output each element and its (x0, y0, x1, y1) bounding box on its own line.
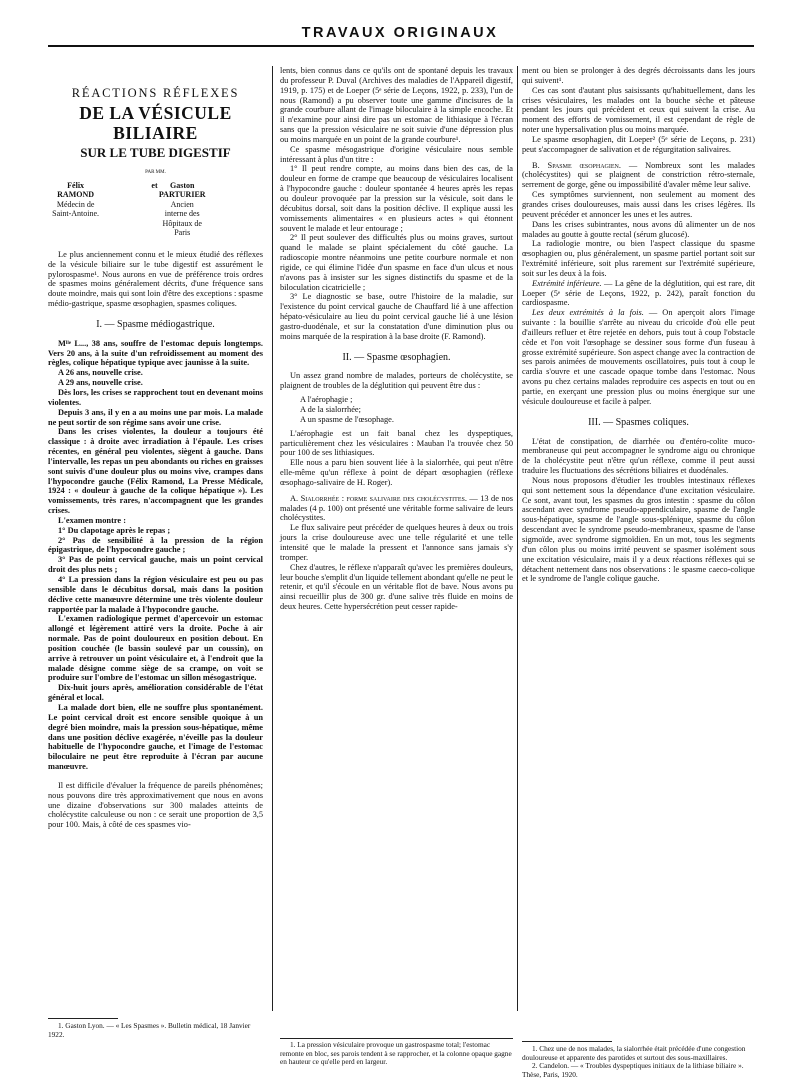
author-2-name: Gaston PARTURIER (158, 180, 206, 200)
subsection-text: — Nombreux sont les malades (cholécystites) qui se plaignent de constriction rétro-sternale, serrement de gorge, gêne ou impossibilité d'avaler même leur salive. (522, 160, 756, 190)
case-paragraph: 1° Du clapotage après le repas ; (58, 525, 171, 535)
author-1-role: Médecin de Saint-Antoine. (52, 199, 100, 219)
body-paragraph: 2° Il peut soulever des difficultés plus ou moins graves, surtout quand le malade se plaint spécialement du côté gauche. La radioscopie montre néanmoins une petite courbure normale et non rigide, ce qui élimine l'idée d'un spasme en face d'un ulcus et nous n'avons pas à insister sur les signes distinctifs du spasme et de la biloculation cicatricielle ; (280, 233, 513, 292)
subsection-paragraph (280, 494, 513, 524)
author-1-name: Félix RAMOND (57, 180, 95, 200)
body-paragraph: lents, bien connus dans ce qu'ils ont de spontané depuis les travaux du professeur P. Duval (Archives des maladies de l'Appareil digestif, 1919, p. 175) et de Loeper (5ᵉ série de Leçons, 1922, p. 233), l'un de nous (Ramond) a pu observer toute une gamme d'incisures de la grande courbure allant de l'image biloculaire à la simple encoche. Et il n'examine pour ainsi dire pas un estomac de lithiasique à l'écran sans que la pression vésiculaire ne soit suivie d'une dépression plus ou moins marquée en un point de la grande courbure¹. (280, 66, 513, 144)
body-paragraph: Ce spasme mésogastrique d'origine vésiculaire nous semble intéressant à plus d'un titre : (280, 144, 513, 164)
case-paragraph: Dix-huit jours après, amélioration considérable de l'état général et local. (48, 683, 263, 703)
footnotes-col-3 (522, 1041, 755, 1079)
case-paragraph: A 29 ans, nouvelle crise. (58, 378, 143, 388)
intro-paragraph: Le plus anciennement connu et le mieux étudié des réflexes de la vésicule biliaire sur le tube digestif est assurément le pylorospasme¹. Nous aurons en vue de préférence trois ordres de spasmes moins généralement décrits, d'une fréquence sans doute moindre, mais qui sont loin d'être des exceptions : spasme médio-gastrique, spasme œsophagien, spasmes coliques. (48, 249, 263, 309)
body-paragraph: Il est difficile d'évaluer la fréquence de pareils phénomènes; nous pouvons dire très approximativement que nous en avons une dizaine d'observations sur 300 malades atteints de cholécystite calculeuse ou non : ce serait une proportion de 3,5 pour 100. Mais, à côté de ces spasmes vio- (48, 780, 263, 830)
section-heading-3: III. — Spasmes coliques. (588, 416, 689, 428)
article-title-line-2: DE LA VÉSICULE BILIAIRE (79, 103, 232, 143)
body-paragraph: L'aérophagie est un fait banal chez les dyspeptiques, particulièrement chez les vésiculaires : Mauban l'a trouvée chez 50 pour 100 de ses lithiasiques. (280, 428, 513, 458)
footnotes-col-2 (280, 1041, 513, 1067)
author-2-role: Ancien interne des Hôpitaux de Paris (162, 199, 202, 238)
subsection-heading-a: A. Sialorrhée : forme salivaire des cholécystites. (290, 493, 467, 503)
subsection-text: — La gêne de la déglutition, qui est rare, dit Loeper (5ᵉ série de Leçons, 1922, p. 242), paraît fonction du cardiospasme. (522, 278, 756, 308)
subsection-heading-deux: Les deux extrémités à la fois. (532, 308, 644, 318)
article-title-line-1: RÉACTIONS RÉFLEXES (71, 86, 240, 100)
case-paragraph: 4° La pression dans la région vésiculaire est peu ou pas sensible dans le décubitus dorsal, mais dans la position déclive cette manœuvre détermine une très violente douleur rapportée par la malade à l'hypocondre gauche. (48, 575, 263, 614)
author-2 (159, 181, 257, 238)
subsection-heading-inferieure: Extrémité inférieure. (532, 278, 602, 288)
case-paragraph: Mˡˡᵉ L..., 38 ans, souffre de l'estomac depuis longtemps. Vers 20 ans, à la suite d'un refroidissement au moment des règles, colique hépatique typique avec jaunisse à la suite. (48, 338, 263, 368)
subsection-paragraph (522, 308, 755, 406)
body-paragraph: 3° Le diagnostic se base, outre l'histoire de la maladie, sur l'existence du point cervical gauche de Chauffard lié à une affection hépato-vésiculaire au lieu du point cervical gauche lié à une lésion gastro-duodénale, et sur la constatation d'une diminution plus ou moins marquée de la respiration à la base droite (F. Ramond). (280, 292, 513, 341)
body-paragraph: Nous nous proposons d'étudier les troubles intestinaux réflexes qui sont nettement sous la dépendance d'une excitation vésiculaire. Ce sont, avant tout, les spasmes du gros intestin : spasme du côlon ascendant avec syndrome pseudo-appendiculaire, spasme de l'angle sous-hépatique, spasme de l'angle sous-splénique, spasme du côlon descendant avec le syndrome pseudo-membraneux, spasme de l'anse sigmoïde, avec syndrome sigmoïdien. En un mot, tous les segments d'un côlon plus ou moins irrité peuvent se spasmer isolément sous une excitation vésiculaire, mais il y a deux réactions réflexes qui se détachent nettement dans nos observations : le spasme caeco-colique et le syndrome de l'angle colique gauche. (522, 475, 755, 584)
authors (48, 181, 263, 238)
subsection-paragraph (522, 279, 755, 309)
footnote-rule (280, 1038, 513, 1039)
footnote-rule (522, 1041, 612, 1042)
footnote-1: 1. Gaston Lyon. — « Les Spasmes ». Bulletin médical, 18 Janvier 1922. (48, 1021, 251, 1039)
body-paragraph: Le flux salivaire peut précéder de quelques heures à deux ou trois jours la crise douloureuse avec une telle régularité et une telle intensité que le malade la pressent et l'annonce sans jamais s'y tromper. (280, 523, 513, 562)
list-item: A de la sialorrhée; (300, 405, 361, 414)
article-title-line-3: SUR LE TUBE DIGESTIF (80, 145, 231, 160)
header-rule (48, 45, 754, 47)
body-paragraph: La radiologie montre, ou bien l'aspect classique du spasme œsophagien ou, plus généralement, un spasme partiel portant soit sur l'extrémité inférieure, soit plus rarement sur l'extrémité supérieure, soit sur les deux à la fois. (522, 239, 755, 278)
column-3 (522, 66, 755, 584)
column-2 (280, 66, 513, 612)
author-1 (52, 181, 150, 238)
body-paragraph: Ces symptômes surviennent, non seulement au moment des grandes crises douloureuses, mais aussi dans les crises légères. Ils peuvent précéder et annoncer les unes et les autres. (522, 190, 755, 219)
case-paragraph: 3° Pas de point cervical gauche, mais un point cervical droit des plus nets ; (48, 555, 263, 575)
footnotes-col-1 (48, 1010, 263, 1039)
case-paragraph: La malade dort bien, elle ne souffre plus spontanément. Le point cervical droit est encore sensible quoique à un degré bien moindre, mais la pression sous-hépatique, même dans une position déclive exagérée, n'éveille pas la douleur habituelle de l'hypocondre gauche, et l'image de l'estomac biloculaire ne peut être reproduite à l'écran par aucune manœuvre. (48, 702, 263, 772)
body-paragraph: ment ou bien se prolonger à des degrés décroissants dans les jours qui suivent¹. (522, 66, 755, 85)
case-paragraph: Dès lors, les crises se rapprochent tout en devenant moins violentes. (48, 387, 263, 407)
author-and: et (151, 180, 158, 190)
case-paragraph: 2° Pas de sensibilité à la pression de la région épigastrique, de l'hypocondre gauche ; (48, 535, 263, 555)
body-paragraph: Un assez grand nombre de malades, porteurs de cholécystite, se plaignent de troubles de la déglutition qui peuvent être dus : (280, 371, 513, 391)
case-paragraph: L'examen montre : (58, 515, 126, 525)
subsection-heading-b: B. Spasme œsophagien. (532, 160, 621, 170)
running-header (0, 24, 800, 42)
cause-list (280, 395, 513, 425)
body-paragraph: 1° Il peut rendre compte, au moins dans bien des cas, de la douleur en forme de crampe que beaucoup de vésiculaires localisent à l'hypocondre gauche : douleur spontanée 4 heures après les repas ou douleur provoquée par la pression sur la vésicule, soit dans le décubitus dorsal, soit dans la position déclive. Il explique aussi les vomissements alimentaires « en plusieurs actes » qui étonnent souvent le malade et leur entourage ; (280, 164, 513, 233)
subsection-text: — On aperçoit alors l'image suivante : la bouillie s'arrête au niveau du cricoïde d'où elle peut d'ailleurs refluer et être rejetée en dehors, puis tout à coup l'obstacle cède et l'on voit l'œsophage se dessiner sous forme d'un fuseau à grosse extrémité supérieure. Son aspect change avec la contraction de ses parois animées de mouvements oscillatoires, puis tout à coup le cardia s'ouvre et une cascade opaque tombe dans l'estomac. Nous avons pu chez certains malades reproduire ces aspects en tout ou en partie, en exerçant une pression plus ou moins énergique sur une vésicule douloureuse et facile à palper. (522, 308, 755, 406)
subsection-text: — 13 de nos malades (4 p. 100) ont présenté une véritable forme salivaire de leurs cholécystites. (280, 493, 513, 523)
case-report (48, 339, 263, 772)
body-paragraph: Dans les crises subintrantes, nous avons dû alimenter un de nos malades au goutte à goutte rectal (sérum glucosé). (522, 219, 755, 239)
body-paragraph: Elle nous a paru bien souvent liée à la sialorrhée, qui peut n'être elle-même qu'un réflexe à point de départ œsophagien (réflexe œsophago-salivaire de H. Roger). (280, 458, 513, 487)
body-paragraph: Ces cas sont d'autant plus saisissants qu'habituellement, dans les crises vésiculaires, les malades ont la bouche sèche et pâteuse pendant les jours qui précèdent et ceux qui suivent la crise. Au moment des efforts de vomissement, il est cependant de règle de noter une hypersalivation plus ou moins marquée. (522, 85, 755, 135)
subsection-paragraph (522, 161, 755, 191)
column-1 (48, 60, 263, 830)
column-divider-1 (272, 66, 273, 1011)
case-paragraph: Depuis 3 ans, il y en a au moins une par mois. La malade ne peut sortir de son régime sans avoir une crise. (48, 407, 263, 427)
case-paragraph: L'examen radiologique permet d'apercevoir un estomac allongé et légèrement attiré vers la droite. Poche à air normale. Pas de point douloureux en position debout. En position couchée (le bassin soulevé par un coussin), on arrive à retrouver un point vésiculaire et, à l'endroit que la malade désigne comme siège de sa crampe, on voit se produire sur l'ombre de l'estomac un sillon mésogastrique. (48, 614, 263, 683)
footnote-1: 1. La pression vésiculaire provoque un gastrospasme total; l'estomac remonte en bloc, ses parois tendent à se rapprocher, et la colonne opaque gagne en hauteur ce qu'elle perd en largeur. (280, 1040, 512, 1067)
column-divider-2 (517, 66, 518, 1011)
list-item: A l'aérophagie ; (300, 395, 353, 405)
body-paragraph: Le spasme œsophagien, dit Loeper² (5ᵉ série de Leçons, p. 231) peut s'accompagner de salivation et de régurgitation salivaires. (522, 134, 755, 154)
section-heading-2: II. — Spasme œsophagien. (342, 351, 451, 363)
case-paragraph: Dans les crises violentes, la douleur a toujours été classique : à droite avec irradiation à l'épaule. Les crises récentes, en général peu violentes, siègent à gauche. Dans l'intervalle, les repas un peu abondants ou riches en graisses sont suivis d'une douleur plus ou moins vive, crampes dans l'hypocondre gauche (Félix Ramond, La Presse Médicale, 1924 : « douleur à gauche de la colique hépatique »). Les vomissements, très rares, n'accompagnent que les grandes crises. (48, 427, 263, 516)
body-paragraph: Chez d'autres, le réflexe n'apparaît qu'avec les premières douleurs, leur bouche s'emplit d'un liquide tellement abondant qu'elle ne peut le retenir, et qu'il s'écoule en un véritable flot de bave. Nous avons pu ainsi recueillir plus de 300 gr. d'une salive très fluide en moins de deux heures. Cette hypersécrétion peut cesser rapide- (280, 562, 513, 612)
footnote-2: 2. Candelon. — « Troubles dyspeptiques initiaux de la lithiase biliaire ». Thèse, Paris, 1920. (522, 1061, 744, 1079)
par-mm: PAR MM. (145, 170, 166, 175)
footnote-1: 1. Chez une de nos malades, la sialorrhée était précédée d'une congestion douloureuse et apparente des parotides et surtout des sous-maxillaires. (522, 1044, 746, 1062)
section-heading-1: I. — Spasme médiogastrique. (96, 318, 215, 330)
footnote-rule (48, 1018, 118, 1019)
body-paragraph: L'état de constipation, de diarrhée ou d'entéro-colite muco-membraneuse qui peut accompagner le syndrome aigu ou chronique de la cholécystite peut n'être qu'un réflexe, comme il peut aussi traduire les fluctuations des sécrétions biliaires et duodénales. (522, 436, 755, 476)
list-item: A un spasme de l'œsophage. (300, 414, 394, 424)
case-paragraph: A 26 ans, nouvelle crise. (58, 368, 143, 378)
journal-section-title: TRAVAUX ORIGINAUX (301, 25, 499, 41)
